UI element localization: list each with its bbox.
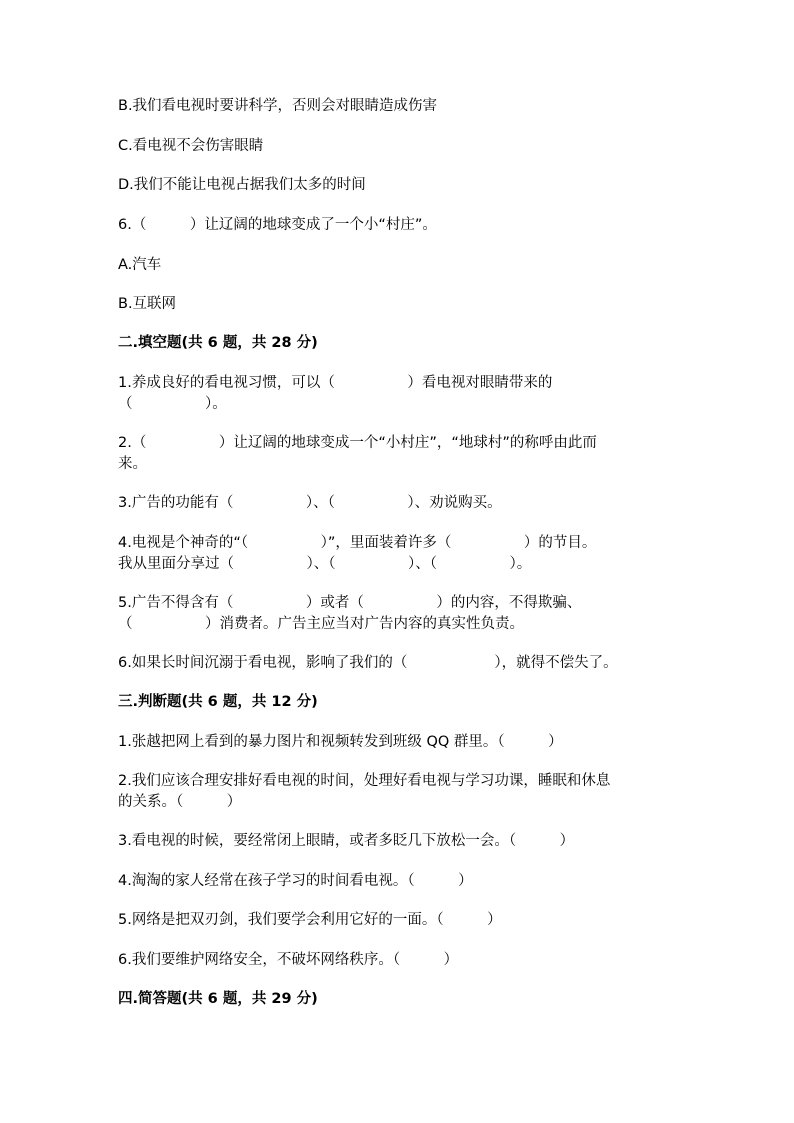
section-heading-judge: 三.判断题(共 6 题，共 12 分): [118, 694, 318, 710]
judge-question-1: 1.张越把网上看到的暴力图片和视频转发到班级 QQ 群里。（ ）: [118, 734, 563, 750]
section-heading-fill: 二.填空题(共 6 题，共 28 分): [118, 335, 318, 351]
fill-question-4-cont: 我从里面分享过（ ）、（ ）、（ ）。: [118, 556, 532, 572]
judge-question-2-cont: 的关系。（ ）: [118, 794, 242, 810]
option-d: D.我们不能让电视占据我们太多的时间: [118, 177, 366, 193]
option-a: A.汽车: [118, 257, 162, 273]
fill-question-1: 1.养成良好的看电视习惯，可以（ ）看电视对眼睛带来的: [118, 375, 553, 391]
fill-question-6: 6.如果长时间沉溺于看电视，影响了我们的（ ），就得不偿失了。: [118, 655, 618, 671]
judge-question-6: 6.我们要维护网络安全，不破坏网络秩序。（ ）: [118, 952, 459, 968]
judge-question-2: 2.我们应该合理安排好看电视的时间，处理好看电视与学习功课，睡眠和休息: [118, 773, 611, 789]
fill-question-5-cont: （ ）消费者。广告主应当对广告内容的真实性负责。: [118, 616, 524, 632]
option-b: B.互联网: [118, 296, 177, 312]
fill-question-1-cont: （ ）。: [118, 396, 227, 412]
fill-question-4: 4.电视是个神奇的“（ ）”，里面装着许多（ ）的节目。: [118, 535, 597, 551]
section-heading-short: 四.简答题(共 6 题，共 29 分): [118, 991, 318, 1007]
option-b: B.我们看电视时要讲科学，否则会对眼睛造成伤害: [118, 98, 438, 114]
question-6: 6.（ ）让辽阔的地球变成了一个小“村庄”。: [118, 217, 437, 233]
fill-question-2-cont: 来。: [118, 456, 147, 472]
judge-question-3: 3.看电视的时候，要经常闭上眼睛，或者多眨几下放松一会。（ ）: [118, 833, 575, 849]
fill-question-3: 3.广告的功能有（ ）、（ ）、劝说购买。: [118, 495, 502, 511]
judge-question-5: 5.网络是把双刃剑，我们要学会利用它好的一面。（ ）: [118, 912, 502, 928]
option-c: C.看电视不会伤害眼睛: [118, 138, 264, 154]
fill-question-2: 2.（ ）让辽阔的地球变成一个“小村庄”，“地球村”的称呼由此而: [118, 435, 597, 451]
judge-question-4: 4.淘淘的家人经常在孩子学习的时间看电视。（ ）: [118, 873, 473, 889]
fill-question-5: 5.广告不得含有（ ）或者（ ）的内容，不得欺骗、: [118, 595, 582, 611]
